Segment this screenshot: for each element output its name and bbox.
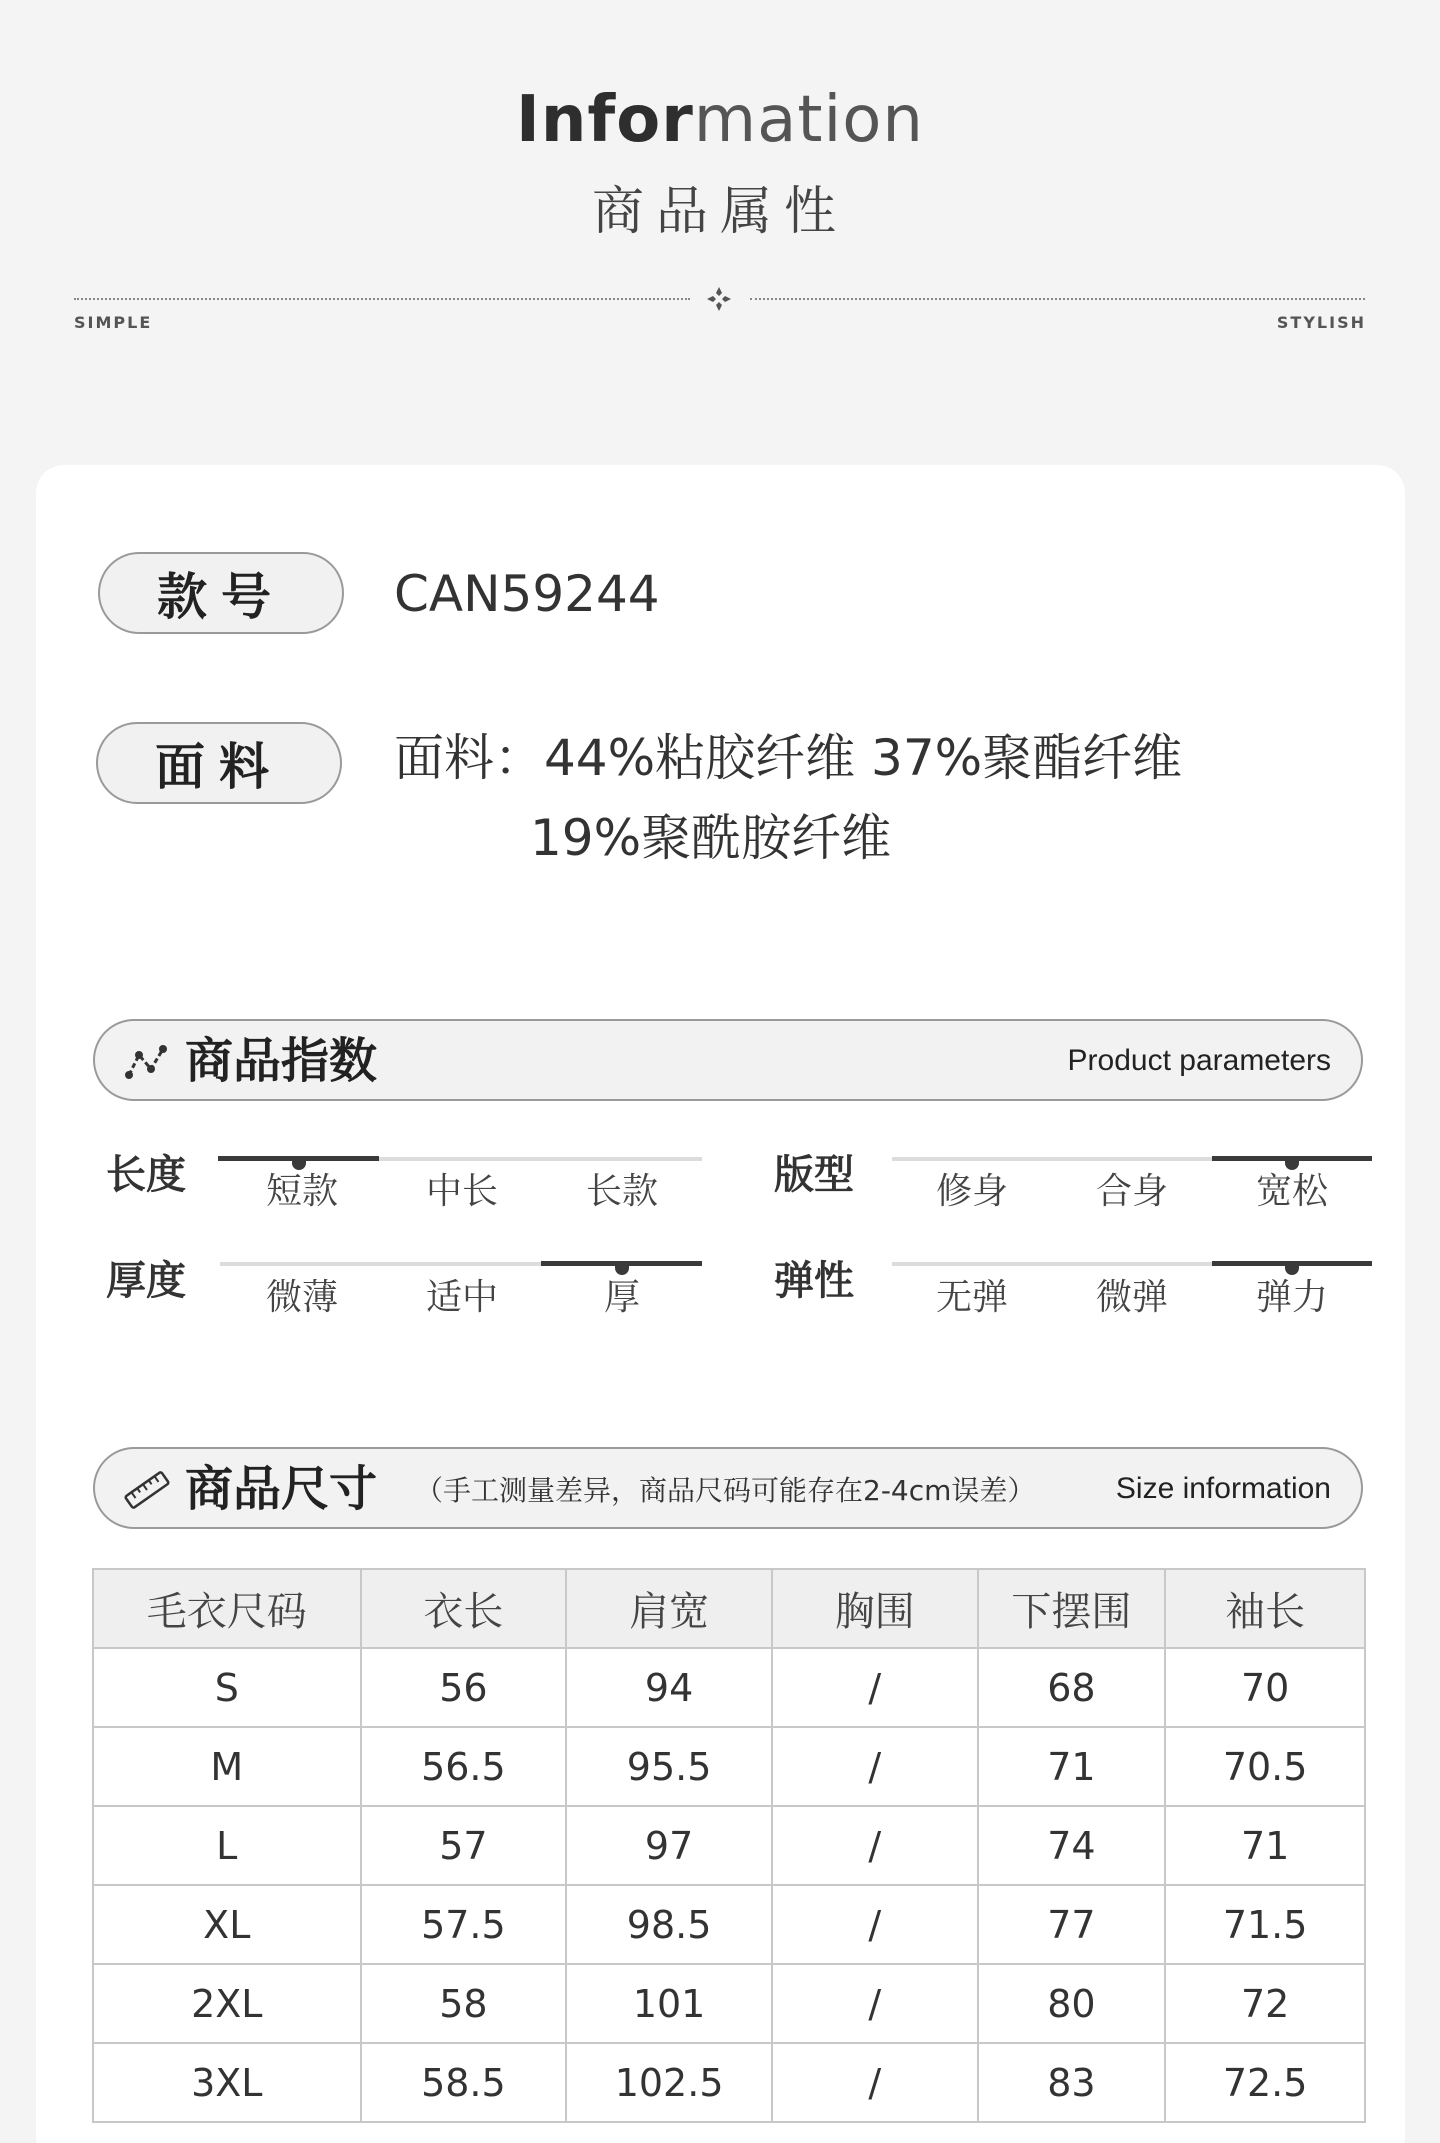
table-cell: 77: [978, 1885, 1166, 1964]
table-row: [93, 2043, 1365, 2122]
fabric-value-line1: 面料：44%粘胶纤维 37%聚酯纤维: [394, 729, 1183, 787]
table-cell: /: [772, 1806, 978, 1885]
param-option: 修身: [935, 1171, 1008, 1212]
table-cell: /: [772, 1964, 978, 2043]
column-header: 下摆围: [978, 1569, 1166, 1648]
table-cell: 74: [978, 1806, 1166, 1885]
table-cell: 72.5: [1165, 2043, 1365, 2122]
table-cell: 3XL: [93, 2043, 361, 2122]
column-header: 胸围: [772, 1569, 978, 1648]
size-section-note: （手工测量差异，商品尺码可能存在2-4cm误差）: [415, 1474, 1036, 1507]
param-option: 中长: [425, 1171, 498, 1212]
param-option: 长款: [585, 1171, 658, 1212]
table-cell: XL: [93, 1885, 361, 1964]
style-number-value: CAN59244: [394, 565, 660, 623]
table-cell: 97: [566, 1806, 772, 1885]
param-label: 版型: [774, 1152, 854, 1198]
table-cell: M: [93, 1727, 361, 1806]
page-title: [0, 82, 1440, 158]
param-option: 厚: [603, 1277, 640, 1318]
size-table: [92, 1568, 1366, 2123]
table-cell: 83: [978, 2043, 1166, 2122]
param-option: 弹力: [1255, 1277, 1328, 1318]
table-cell: /: [772, 1727, 978, 1806]
param-option: 宽松: [1255, 1171, 1328, 1212]
table-cell: /: [772, 1648, 978, 1727]
fabric-value-line2: 19%聚酰胺纤维: [530, 809, 892, 867]
size-section-english: Size information: [1115, 1472, 1331, 1505]
table-header-row: [93, 1569, 1365, 1648]
title-light: mation: [693, 83, 924, 157]
table-cell: 2XL: [93, 1964, 361, 2043]
table-cell: 56: [361, 1648, 567, 1727]
param-track: [892, 1262, 1372, 1266]
column-header: 毛衣尺码: [93, 1569, 361, 1648]
column-header: 袖长: [1165, 1569, 1365, 1648]
column-header: 衣长: [361, 1569, 567, 1648]
table-cell: 58: [361, 1964, 567, 2043]
ruler-icon: [123, 1469, 171, 1511]
table-cell: /: [772, 1885, 978, 1964]
table-cell: 98.5: [566, 1885, 772, 1964]
table-cell: 68: [978, 1648, 1166, 1727]
table-cell: 72: [1165, 1964, 1365, 2043]
table-cell: 71: [1165, 1806, 1365, 1885]
table-cell: 58.5: [361, 2043, 567, 2122]
params-section-header: [93, 1019, 1363, 1101]
table-cell: 95.5: [566, 1727, 772, 1806]
column-header: 肩宽: [566, 1569, 772, 1648]
table-cell: 102.5: [566, 2043, 772, 2122]
table-cell: S: [93, 1648, 361, 1727]
line-chart-icon: [123, 1041, 171, 1083]
table-cell: 56.5: [361, 1727, 567, 1806]
table-cell: L: [93, 1806, 361, 1885]
param-option: 短款: [265, 1171, 338, 1212]
ornament-icon: [704, 284, 734, 314]
table-row: [93, 1648, 1365, 1727]
params-section-english: Product parameters: [1067, 1044, 1331, 1077]
caption-left: SIMPLE: [74, 313, 153, 332]
table-cell: 71.5: [1165, 1885, 1365, 1964]
divider-right: [750, 298, 1365, 300]
table-cell: /: [772, 2043, 978, 2122]
table-cell: 94: [566, 1648, 772, 1727]
table-cell: 80: [978, 1964, 1166, 2043]
param-track: [218, 1157, 702, 1161]
param-label: 弹性: [774, 1258, 854, 1304]
table-cell: 57.5: [361, 1885, 567, 1964]
table-row: [93, 1964, 1365, 2043]
param-option: 无弹: [935, 1277, 1008, 1318]
page-subtitle: 商品属性: [591, 182, 848, 242]
size-section-header: [93, 1447, 1363, 1529]
caption-right: STYLISH: [1276, 313, 1366, 332]
table-row: [93, 1727, 1365, 1806]
table-cell: 101: [566, 1964, 772, 2043]
param-option: 合身: [1095, 1171, 1168, 1212]
title-bold: Infor: [516, 83, 694, 157]
param-label: 长度: [106, 1152, 186, 1198]
table-cell: 70.5: [1165, 1727, 1365, 1806]
param-track: [220, 1262, 702, 1266]
param-option: 微弹: [1095, 1277, 1168, 1318]
divider-left: [74, 298, 690, 300]
param-option: 微薄: [265, 1277, 338, 1318]
table-cell: 70: [1165, 1648, 1365, 1727]
table-cell: 57: [361, 1806, 567, 1885]
param-track: [892, 1157, 1372, 1161]
table-row: [93, 1806, 1365, 1885]
params-section-title: 商品指数: [185, 1033, 378, 1089]
table-cell: 71: [978, 1727, 1166, 1806]
table-row: [93, 1885, 1365, 1964]
fabric-label: 面料: [96, 722, 342, 804]
size-section-title: 商品尺寸: [185, 1461, 378, 1517]
style-number-label: 款号: [98, 552, 344, 634]
param-label: 厚度: [106, 1258, 186, 1304]
param-option: 适中: [425, 1277, 498, 1318]
